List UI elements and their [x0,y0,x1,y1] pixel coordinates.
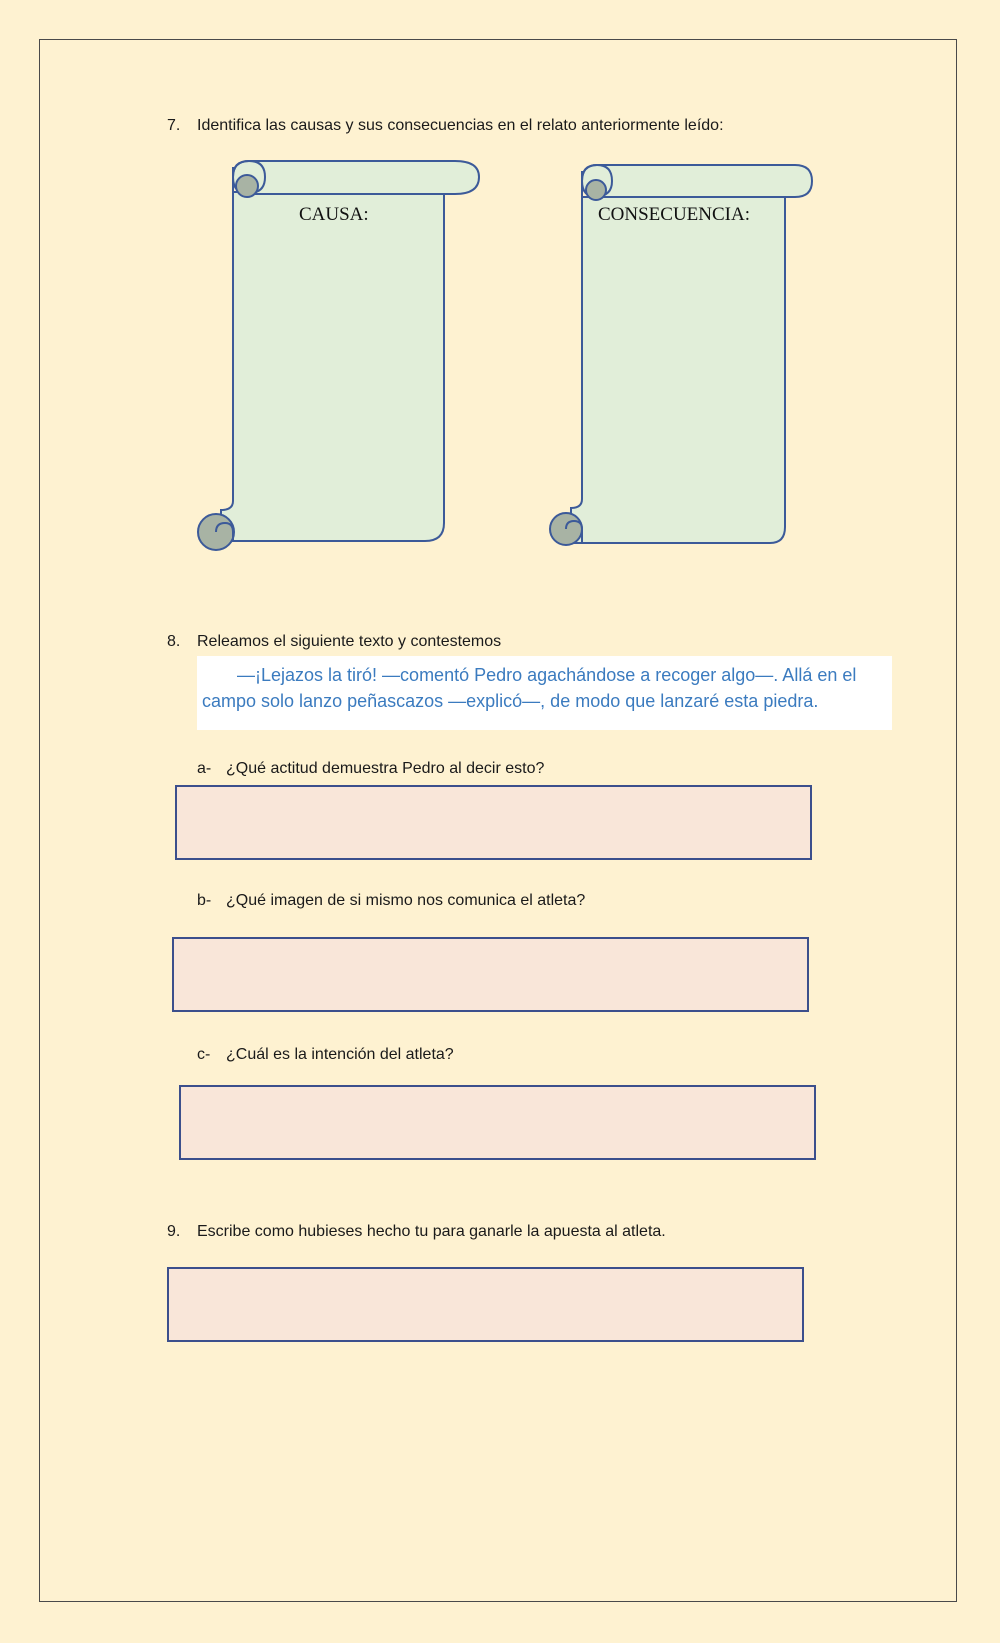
question-9-text: Escribe como hubieses hecho tu para ganarle la apuesta al atleta. [197,1223,666,1240]
question-8c-text: ¿Cuál es la intención del atleta? [226,1046,454,1063]
question-7-text: Identifica las causas y sus consecuencias en el relato anteriormente leído: [197,117,724,134]
question-8a [197,759,544,779]
quote-text: —¡Lejazos la tiró! —comentó Pedro agachándose a recoger algo—. Allá en el campo solo lanzo peñascazos —explicó—, de modo que lanzaré esta piedra. [202,665,857,711]
question-9-number: 9. [167,1223,181,1240]
question-8-text: Releamos el siguiente texto y contestemos [197,633,502,650]
question-7 [167,116,724,136]
answer-box-8c[interactable] [179,1085,816,1160]
question-8a-label: a- [197,760,212,777]
question-8-number: 8. [167,633,181,650]
cause-label: CAUSA: [299,204,369,225]
question-8b [197,891,585,911]
answer-box-8a[interactable] [175,785,812,860]
question-8a-text: ¿Qué actitud demuestra Pedro al decir esto? [226,760,545,777]
question-8b-text: ¿Qué imagen de si mismo nos comunica el atleta? [226,892,586,909]
question-8c-label: c- [197,1046,211,1063]
question-7-number: 7. [167,117,181,134]
answer-box-9[interactable] [167,1267,804,1342]
question-8b-label: b- [197,892,212,909]
quote-box [197,656,892,730]
consequence-label: CONSECUENCIA: [598,204,751,225]
question-9 [167,1222,666,1242]
question-8c [197,1045,454,1065]
question-8 [167,632,501,652]
answer-box-8b[interactable] [172,937,809,1012]
